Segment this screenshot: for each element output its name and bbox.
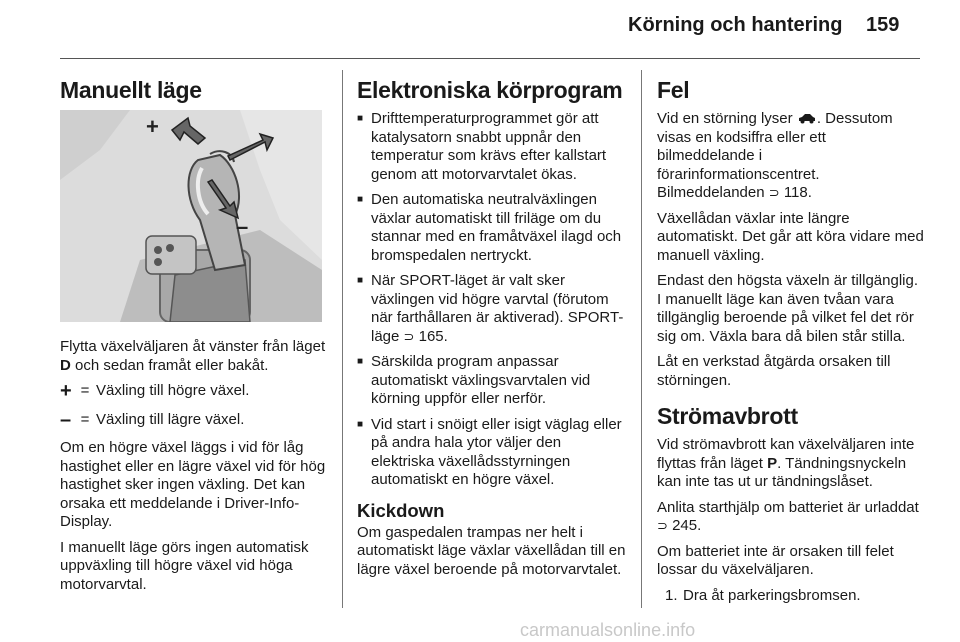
paragraph-no-auto-shift: Växellådan växlar inte längre automatiskt. Det går att köra vidare med manuell växling. bbox=[657, 209, 924, 264]
paragraph-release-selector: Om batteriet inte är orsaken till felet lossar du växelväljaren. bbox=[657, 542, 894, 578]
paragraph-no-auto-upshift: I manuellt läge görs ingen automatisk uppväxling till högre växel vid höga motorvarvtal. bbox=[60, 538, 309, 593]
program-bullet-list bbox=[357, 110, 627, 490]
manual-mode-intro: Flytta växelväljaren åt vänster från läget D och sedan framåt eller bakåt. bbox=[60, 338, 326, 374]
equals-sign: = bbox=[80, 382, 90, 399]
paragraph-power-failure: Vid strömavbrott kan växelväljaren inte flyttas från läget P. Tändningsnyckeln kan inte tas ut ur tändningslåset. bbox=[657, 436, 915, 490]
page-number: 159 bbox=[866, 14, 900, 36]
watermark: carmanualsonline.info bbox=[520, 620, 696, 640]
list-item: ■ Drifttemperaturprogrammet gör att katalysatorn snabbt uppnår den temperatur som krävs efter kallstart genom att motorvarvtalet ökas. bbox=[357, 110, 627, 184]
plus-symbol: + bbox=[60, 380, 72, 403]
page-ref-icon: ⊃ bbox=[768, 185, 780, 200]
paragraph-highest-gear: Endast den högsta växeln är tillgänglig. I manuellt läge kan även tvåan vara tillgänglig beroende på vilket fel det rör sig om. Växla bara då bilen står stilla. bbox=[657, 272, 919, 345]
heading-manual-mode: Manuellt läge bbox=[60, 77, 202, 103]
equals-sign: = bbox=[80, 410, 90, 428]
column-divider-2 bbox=[641, 70, 642, 608]
column-fault bbox=[657, 68, 925, 605]
downshift-text: Växling till lägre växel. bbox=[96, 410, 245, 428]
list-item: ■ Den automatiska neutralväxlingen växlar automatiskt till friläge om du stannar med en framåtväxel ilagd och bromspedalen nertryckt. bbox=[357, 191, 627, 265]
header-title: Körning och hantering bbox=[628, 14, 843, 36]
column-electronic-programs bbox=[357, 68, 627, 586]
heading-electronic-programs: Elektroniska körprogram bbox=[357, 77, 623, 103]
page-ref-icon: ⊃ bbox=[403, 328, 415, 344]
paragraph-kickdown: Om gaspedalen trampas ner helt i automatiskt läge växlar växellådan till en lägre växel beroende på motorvarvtalet. bbox=[357, 523, 626, 578]
list-item: ■ När SPORT-läget är valt sker växlingen vid högre varvtal (förutom när farthållaren är aktiverad). SPORT-läge ⊃ 165. bbox=[357, 272, 627, 346]
list-item: ■ Vid start i snöigt eller isigt väglag eller på andra hala ytor väljer den elektriska växellådsstyrningen automatiskt en högre växel. bbox=[357, 416, 627, 490]
heading-power-failure: Strömavbrott bbox=[657, 403, 798, 429]
page-ref-icon: ⊃ bbox=[657, 518, 668, 533]
gear-selector-illustration bbox=[60, 110, 322, 322]
paragraph-jump-start: Anlita starthjälp om batteriet är urladdat ⊃ 245. bbox=[657, 498, 919, 534]
svg-text:–: – bbox=[236, 214, 249, 239]
list-item: ■ Särskilda program anpassar automatiskt växlingsvarvtalen vid körning uppför eller nerför. bbox=[357, 353, 627, 409]
paragraph-workshop: Låt en verkstad åtgärda orsaken till störningen. bbox=[657, 353, 891, 389]
svg-text:+: + bbox=[146, 114, 159, 139]
car-warning-icon bbox=[797, 112, 817, 124]
steps-list bbox=[657, 587, 925, 606]
heading-fault: Fel bbox=[657, 77, 690, 103]
upshift-row bbox=[60, 382, 328, 401]
header-rule bbox=[60, 58, 920, 59]
heading-kickdown: Kickdown bbox=[357, 499, 445, 521]
page-ref-link[interactable]: 165. bbox=[414, 327, 448, 345]
paragraph-fault-indicator: Vid en störning lyser . Dessutom visas en kodsiffra eller ett bilmeddelande i förarinformationscentret. Bilmeddelanden ⊃ 118. bbox=[657, 110, 893, 201]
column-divider-1 bbox=[342, 70, 343, 608]
page-ref-link[interactable]: 245. bbox=[667, 517, 702, 534]
paragraph-shift-blocked: Om en högre växel läggs i vid för låg hastighet eller en lägre växel vid för hög hastighet sker ingen växling. Det kan orsaka ett meddelande i Driver-Info-Display. bbox=[60, 439, 326, 530]
minus-symbol: – bbox=[60, 408, 72, 431]
page-ref-link[interactable]: 118. bbox=[779, 184, 812, 201]
upshift-text: Växling till högre växel. bbox=[96, 382, 250, 399]
column-manual-mode bbox=[60, 68, 328, 601]
gear-selector-drawing bbox=[60, 110, 322, 322]
list-item: 1. Dra åt parkeringsbromsen. bbox=[665, 586, 861, 604]
downshift-row bbox=[60, 408, 328, 431]
